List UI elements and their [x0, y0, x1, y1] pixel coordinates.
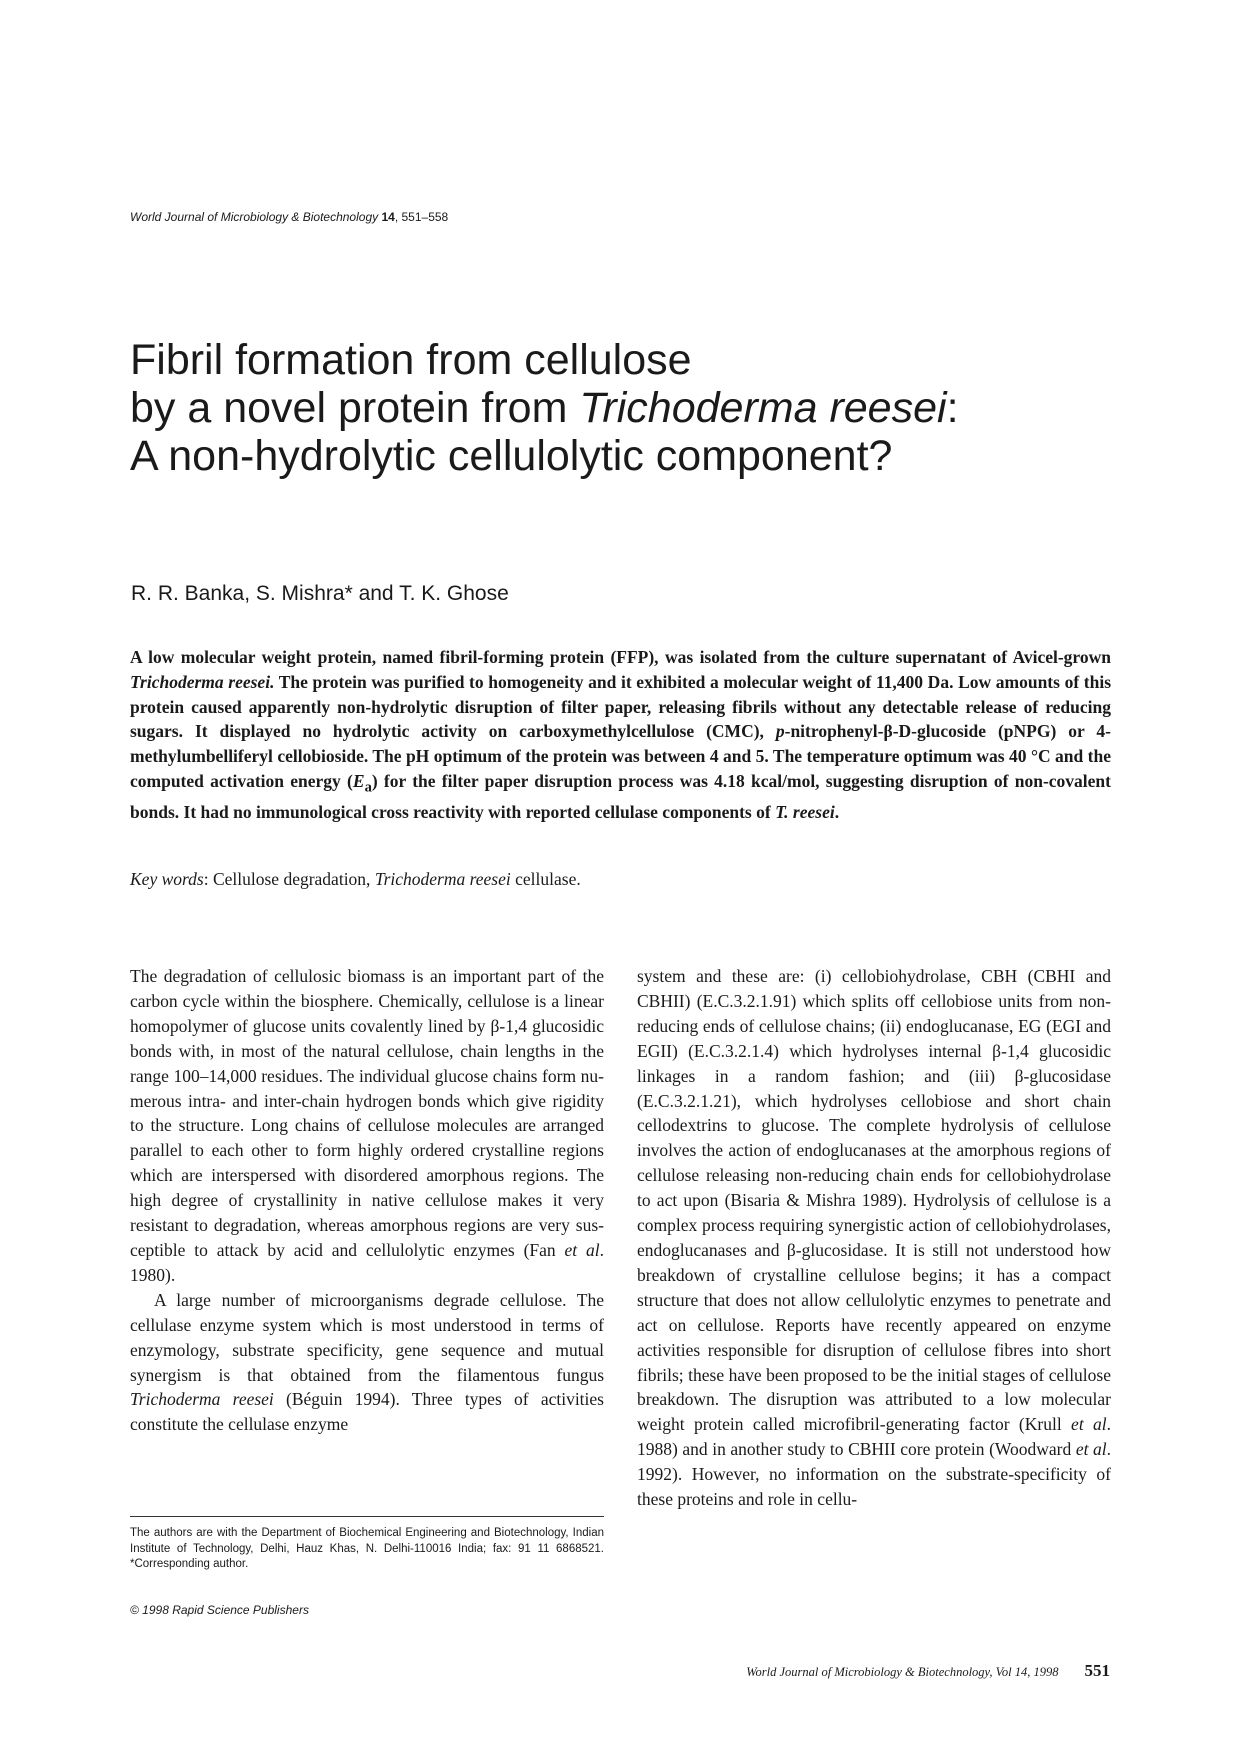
running-head-pages: , 551–558	[394, 210, 449, 224]
title-line-3: A non-hydrolytic cellulolytic component?	[130, 432, 893, 480]
keywords-text-1: : Cellulose degradation,	[203, 869, 375, 889]
abstract-text-2: The protein was purified to homogeneity and it exhibited a molecular weight of 11,400 Da. Low amounts of this protein caused apparently non-hydrolytic disruption of filter paper, releasing fibrils without any detectable release of reducing sugars. It displayed no hydrolytic activity on carboxymethylcellulose (CMC),	[130, 671, 1112, 742]
p3-text-c: . 1992). However, no information on the substrate-specificity of these proteins and role in cellu-	[637, 1439, 1111, 1510]
abstract-subscript: a	[364, 779, 372, 796]
page-footer	[746, 1661, 1110, 1681]
abstract-text-5: .	[834, 802, 840, 823]
abstract-italic-3: E	[352, 770, 365, 791]
body-column-right	[637, 964, 1111, 1512]
article-title	[130, 336, 1130, 480]
author-list: R. R. Banka, S. Mishra* and T. K. Ghose	[131, 582, 509, 605]
p1-italic: et al	[564, 1239, 600, 1260]
title-line-1: Fibril formation from cellulose	[130, 336, 692, 384]
page-number: 551	[1084, 1661, 1110, 1680]
keywords-text-2: cellulase.	[510, 869, 581, 889]
p3-italic-1: et al	[1071, 1414, 1107, 1435]
author-affiliation-footnote: The authors are with the Department of Biochemical Engineering and Biotechnology, Indian Institute of Technology, Delhi, Hauz Khas, N. Delhi-110016 India; fax: 91 11 6868521. *Corresponding author.	[130, 1527, 604, 1571]
running-head-journal: World Journal of Microbiology & Biotechnology	[130, 210, 379, 224]
p2-text-b: (Béguin 1994). Three types of activities constitute the cellulase enzyme	[130, 1389, 604, 1435]
keywords-italic: Trichoderma reesei	[374, 869, 511, 889]
title-line-2-prefix: by a novel protein from	[130, 384, 580, 432]
keywords	[130, 869, 581, 890]
title-line-2	[130, 384, 1130, 432]
copyright-notice: © 1998 Rapid Science Publishers	[130, 1603, 309, 1617]
p3-text-a: system and these are: (i) cellobiohydrolase, CBH (CBHI and CBHII) (E.C.3.2.1.91) which splits off cellobiose units from non-reducing ends of cellulose chains; (ii) endoglucanase, EG (EGI and EGII) (E.C.3.2.1.4) which hydrolyses internal β-1,4 glucosidic linkages in a random fashion; and (iii) β-glucosidase (E.C.3.2.1.21), which hydrolyses cellobiose and short chain cellodextrins to glucose. The complete hydrolysis of cellulose involves the action of endoglucanases at the amorphous regions of cellulose releasing non-reducing chain ends for cellobiohydrolase to act upon (Bisaria & Mishra 1989). Hydrolysis of cellulose is a complex process requiring synergistic action of cellobiohydrolases, endoglucanases and β-glucosidase. It is still not understood how breakdown of crystalline cellulose begins; it has a compact structure that does not allow cellulolytic enzymes to penetrate and act on cellulose. Reports have recently appeared on enzyme activities responsible for disruption of cellulose fibres into short fibrils; these have been proposed to be the initial stages of cellulose breakdown. The disruption was attributed to a low molecular weight protein called microfibril-generating factor (Krull	[637, 966, 1111, 1435]
footer-source: World Journal of Microbiology & Biotechnology, Vol 14, 1998	[746, 1665, 1059, 1679]
abstract-text-3: -nitrophenyl-β-D-glucoside (pNPG) or 4-methylumbelliferyl cellobioside. The pH optimum of the protein was between 4 and 5. The temperature optimum was 40 °C and the computed activation energy (	[130, 721, 1111, 791]
abstract	[130, 645, 1111, 825]
p3-italic-2: et al	[1075, 1439, 1107, 1460]
running-head	[130, 210, 448, 224]
p3-text-b: . 1988) and in another study to CBHII core protein (Woodward	[637, 1414, 1111, 1460]
p2-text-a: A large number of microorganisms degrade cellulose. The cellulase enzyme system which is most understood in terms of enzymology, substrate specificity, gene sequence and mutual synergism is that obtained from the filamentous fungus	[130, 1289, 604, 1385]
abstract-text-4: ) for the filter paper disruption process was 4.18 kcal/mol, suggesting disruption of non-covalent bonds. It had no immunological cross reactivity with reported cellulase components of	[130, 770, 1111, 823]
title-organism: Trichoderma reesei	[579, 384, 947, 432]
title-line-2-suffix: :	[946, 384, 959, 432]
abstract-text-1: A low molecular weight protein, named fibril-forming protein (FFP), was isolated from the culture supernatant of Avicel-grown	[130, 647, 1111, 667]
footnote-rule	[130, 1516, 604, 1517]
running-head-volume: 14	[381, 210, 395, 224]
abstract-italic-4: T. reesei	[775, 802, 835, 823]
p1-text-a: The degradation of cellulosic biomass is an important part of the carbon cycle within the biosphere. Chemically, cellulose is a linear homopolymer of glucose units covalently lined by β-1,4 glucosidic bonds with, in most of the natural cellulose, chain lengths in the range 100–14,000 residues. The individual glucose chains form numerous intra- and inter-chain hydrogen bonds which give rigidity to the structure. Long chains of cellulose molecules are arranged parallel to each other to form highly ordered crystalline regions which are interspersed with disordered amorphous regions. The high degree of crystallinity in native cellulose makes it very resistant to degradation, whereas amorphous regions are very susceptible to attack by acid and cellulolytic enzymes (Fan	[130, 966, 604, 1260]
p1-text-b: . 1980).	[130, 1239, 604, 1285]
p2-italic: Trichoderma reesei	[130, 1389, 274, 1410]
body-paragraph-1	[130, 964, 604, 1288]
abstract-italic-2: p	[775, 721, 785, 742]
body-paragraph-2	[130, 1288, 604, 1437]
body-paragraph-3	[637, 964, 1111, 1512]
body-column-left	[130, 964, 604, 1437]
abstract-italic-1: Trichoderma reesei.	[130, 671, 275, 692]
keywords-label: Key words	[130, 869, 204, 889]
